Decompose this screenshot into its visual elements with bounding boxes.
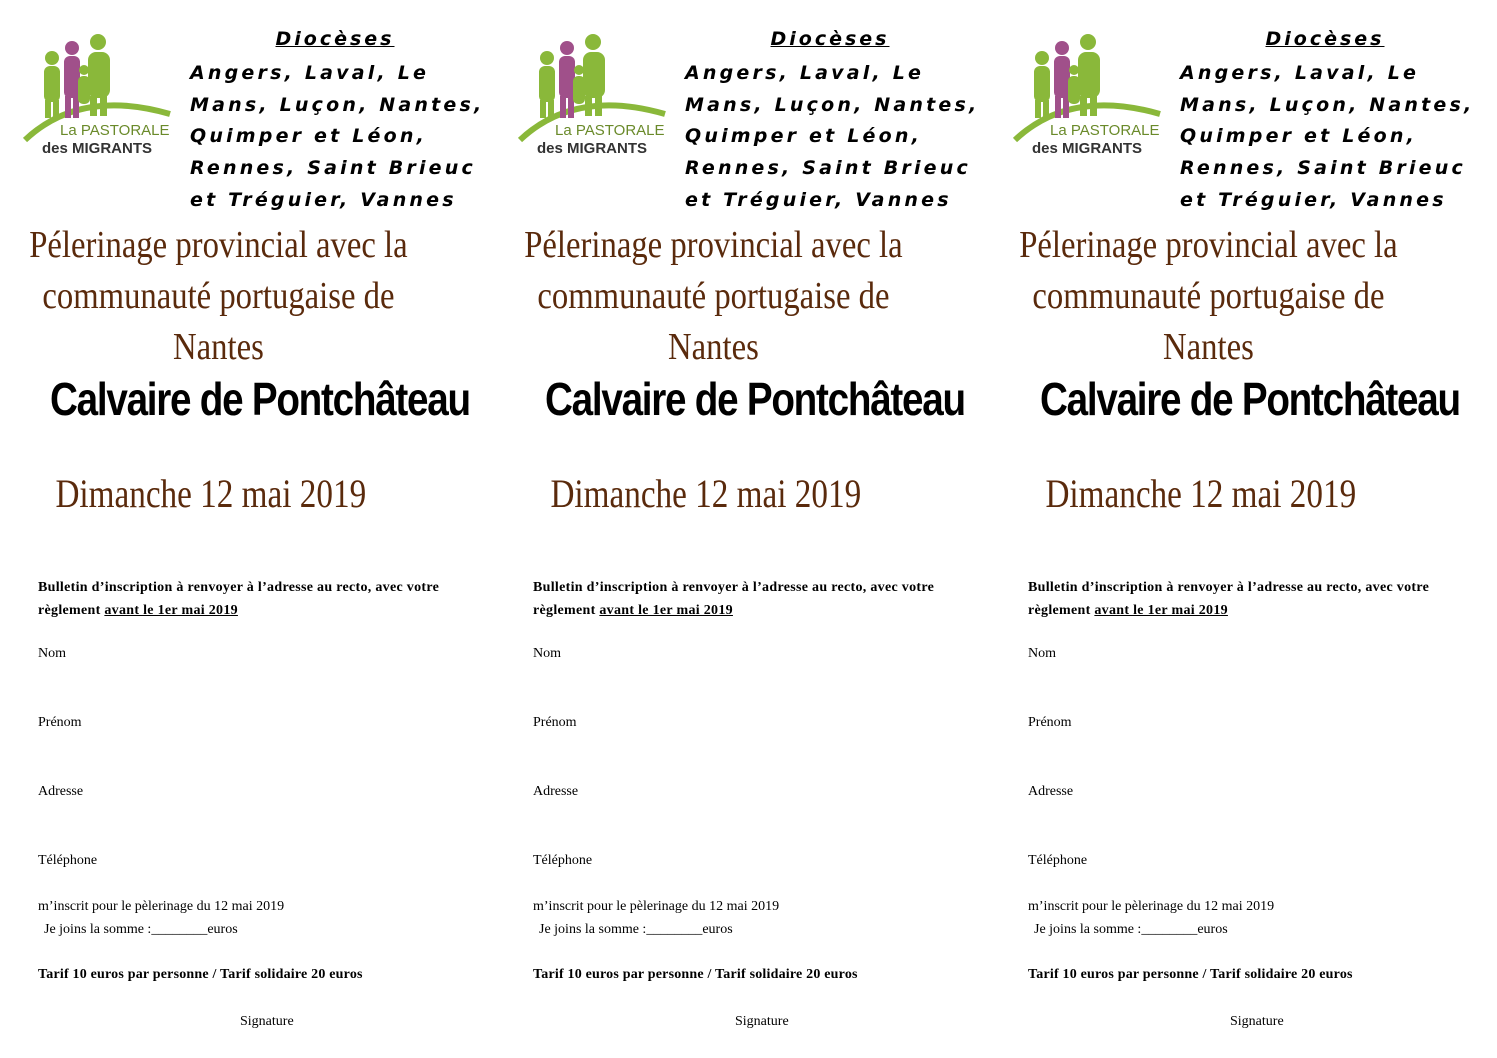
place-title: Calvaire de Pontchâteau <box>50 373 470 425</box>
dioceses-list <box>685 58 985 217</box>
title-line: Pélerinage provincial avec la <box>1019 224 1398 266</box>
flyer-3 <box>990 0 1485 1058</box>
dioceses-line: Rennes, Saint Brieuc <box>1180 157 1466 180</box>
tarif-line: Tarif 10 euros par personne / Tarif solidaire 20 euros <box>38 967 363 982</box>
place-title: Calvaire de Pontchâteau <box>545 373 965 425</box>
bulletin-text: Bulletin d’inscription à renvoyer à l’adresse au recto, avec votre règlement <box>38 580 440 618</box>
logo-line-2: des MIGRANTS <box>42 140 153 157</box>
signature-label: Signature <box>240 1014 294 1029</box>
tarif-line: Tarif 10 euros par personne / Tarif solidaire 20 euros <box>1028 967 1353 982</box>
field-adresse: Adresse <box>533 784 579 799</box>
dioceses-line: Quimper et Léon, <box>190 125 428 148</box>
bulletin-deadline: avant le 1er mai 2019 <box>104 603 238 618</box>
dioceses-line: et Tréguier, Vannes <box>685 188 952 211</box>
title-line: Nantes <box>668 326 759 368</box>
pastorale-migrants-logo <box>515 18 675 158</box>
title-line: Pélerinage provincial avec la <box>29 224 408 266</box>
event-date: Dimanche 12 mai 2019 <box>1045 471 1357 516</box>
registration-instructions <box>1028 576 1478 622</box>
inscription-line: m’inscrit pour le pèlerinage du 12 mai 2019 <box>533 899 780 914</box>
dioceses-title: Diocèses <box>770 28 890 50</box>
title-line: Nantes <box>173 326 264 368</box>
amount-line: Je joins la somme :________euros <box>539 922 733 937</box>
field-telephone: Téléphone <box>38 853 98 868</box>
field-nom: Nom <box>1028 646 1056 661</box>
logo-line-1: La PASTORALE <box>555 122 665 139</box>
flyer-2 <box>495 0 990 1058</box>
tarif-line: Tarif 10 euros par personne / Tarif solidaire 20 euros <box>533 967 858 982</box>
field-prenom: Prénom <box>1028 715 1072 730</box>
dioceses-title: Diocèses <box>275 28 395 50</box>
logo-line-2: des MIGRANTS <box>537 140 648 157</box>
signature-label: Signature <box>1230 1014 1284 1029</box>
dioceses-title: Diocèses <box>1265 28 1385 50</box>
dioceses-line: Angers, Laval, Le <box>190 62 430 84</box>
bulletin-deadline: avant le 1er mai 2019 <box>1094 603 1228 618</box>
place-title: Calvaire de Pontchâteau <box>1040 373 1460 425</box>
dioceses-line: et Tréguier, Vannes <box>1180 188 1447 211</box>
dioceses-list <box>1180 58 1480 217</box>
dioceses-line: Quimper et Léon, <box>685 125 923 148</box>
pilgrimage-title <box>990 220 1427 373</box>
field-prenom: Prénom <box>38 715 82 730</box>
logo-line-1: La PASTORALE <box>60 122 170 139</box>
pastorale-migrants-logo <box>20 18 180 158</box>
field-telephone: Téléphone <box>1028 853 1088 868</box>
dioceses-line: Quimper et Léon, <box>1180 125 1418 148</box>
registration-instructions <box>533 576 983 622</box>
amount-line: Je joins la somme :________euros <box>44 922 238 937</box>
event-date: Dimanche 12 mai 2019 <box>55 471 367 516</box>
title-line: communauté portugaise de <box>42 275 395 317</box>
field-adresse: Adresse <box>1028 784 1074 799</box>
field-adresse: Adresse <box>38 784 84 799</box>
dioceses-line: Mans, Luçon, Nantes, <box>1180 93 1475 116</box>
pilgrimage-title <box>495 220 932 373</box>
bulletin-text: Bulletin d’inscription à renvoyer à l’adresse au recto, avec votre règlement <box>1028 580 1430 618</box>
logo-line-2: des MIGRANTS <box>1032 140 1143 157</box>
pilgrimage-title <box>0 220 437 373</box>
bulletin-deadline: avant le 1er mai 2019 <box>599 603 733 618</box>
signature-label: Signature <box>735 1014 789 1029</box>
registration-instructions <box>38 576 488 622</box>
field-telephone: Téléphone <box>533 853 593 868</box>
dioceses-line: Rennes, Saint Brieuc <box>190 157 476 180</box>
pastorale-migrants-logo <box>1010 18 1170 158</box>
dioceses-line: Angers, Laval, Le <box>1180 62 1420 84</box>
field-prenom: Prénom <box>533 715 577 730</box>
title-line: communauté portugaise de <box>1032 275 1385 317</box>
amount-line: Je joins la somme :________euros <box>1034 922 1228 937</box>
logo-line-1: La PASTORALE <box>1050 122 1160 139</box>
inscription-line: m’inscrit pour le pèlerinage du 12 mai 2019 <box>1028 899 1275 914</box>
title-line: Pélerinage provincial avec la <box>524 224 903 266</box>
bulletin-text: Bulletin d’inscription à renvoyer à l’adresse au recto, avec votre règlement <box>533 580 935 618</box>
field-nom: Nom <box>38 646 66 661</box>
dioceses-line: et Tréguier, Vannes <box>190 188 457 211</box>
inscription-line: m’inscrit pour le pèlerinage du 12 mai 2019 <box>38 899 285 914</box>
event-date: Dimanche 12 mai 2019 <box>550 471 862 516</box>
dioceses-list <box>190 58 490 217</box>
dioceses-line: Rennes, Saint Brieuc <box>685 157 971 180</box>
title-line: Nantes <box>1163 326 1254 368</box>
title-line: communauté portugaise de <box>537 275 890 317</box>
field-nom: Nom <box>533 646 561 661</box>
dioceses-line: Mans, Luçon, Nantes, <box>190 93 485 116</box>
flyer-1 <box>0 0 495 1058</box>
dioceses-line: Mans, Luçon, Nantes, <box>685 93 980 116</box>
dioceses-line: Angers, Laval, Le <box>685 62 925 84</box>
